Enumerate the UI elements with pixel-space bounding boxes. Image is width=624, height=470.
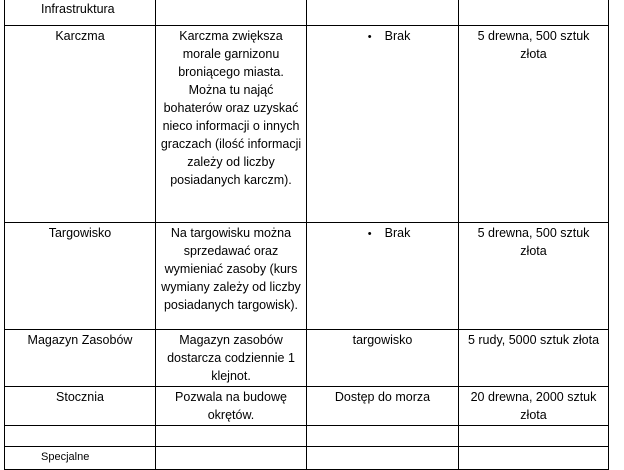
building-description: Pozwala na budowę okrętów. bbox=[156, 387, 307, 426]
building-name: Magazyn Zasobów bbox=[5, 330, 156, 387]
table-row-empty bbox=[5, 426, 609, 447]
bullet-icon: • bbox=[367, 31, 372, 43]
header-cell-empty bbox=[459, 0, 609, 26]
header-cell-empty bbox=[156, 0, 307, 26]
building-cost: 5 rudy, 5000 sztuk złota bbox=[459, 330, 609, 387]
table-row bbox=[5, 26, 609, 223]
building-requirement: targowisko bbox=[307, 330, 459, 387]
building-cost: 5 drewna, 500 sztuk złota bbox=[459, 26, 609, 223]
empty-cell bbox=[307, 426, 459, 447]
empty-cell bbox=[156, 447, 307, 470]
header-cell-empty bbox=[307, 0, 459, 26]
building-requirement: Dostęp do morza bbox=[307, 387, 459, 426]
building-cost: 5 drewna, 500 sztuk złota bbox=[459, 223, 609, 330]
empty-cell bbox=[5, 426, 156, 447]
empty-cell bbox=[459, 447, 609, 470]
empty-cell bbox=[307, 447, 459, 470]
requirement-text: Brak bbox=[384, 29, 411, 43]
building-requirement bbox=[307, 223, 459, 330]
bullet-icon: • bbox=[367, 228, 372, 240]
section-label-partial: Specjalne bbox=[5, 447, 156, 470]
table-header-row bbox=[5, 0, 609, 26]
table-row-partial bbox=[5, 447, 609, 470]
empty-cell bbox=[459, 426, 609, 447]
buildings-table bbox=[4, 0, 609, 470]
requirement-text: Brak bbox=[384, 226, 411, 240]
header-infrastructure: Infrastruktura bbox=[5, 0, 156, 26]
table-row bbox=[5, 330, 609, 387]
building-cost: 20 drewna, 2000 sztuk złota bbox=[459, 387, 609, 426]
empty-cell bbox=[156, 426, 307, 447]
building-name: Targowisko bbox=[5, 223, 156, 330]
building-description: Na targowisku można sprzedawać oraz wymieniać zasoby (kurs wymiany zależy od liczby posiadanych targowisk). bbox=[156, 223, 307, 330]
building-requirement bbox=[307, 26, 459, 223]
table-row bbox=[5, 387, 609, 426]
building-description: Karczma zwiększa morale garnizonu broniącego miasta. Można tu nająć bohaterów oraz uzyskać nieco informacji o innych graczach (ilość informacji zależy od liczby posiadanych karczm). bbox=[156, 26, 307, 223]
building-name: Karczma bbox=[5, 26, 156, 223]
building-name: Stocznia bbox=[5, 387, 156, 426]
building-description: Magazyn zasobów dostarcza codziennie 1 klejnot. bbox=[156, 330, 307, 387]
table-row bbox=[5, 223, 609, 330]
